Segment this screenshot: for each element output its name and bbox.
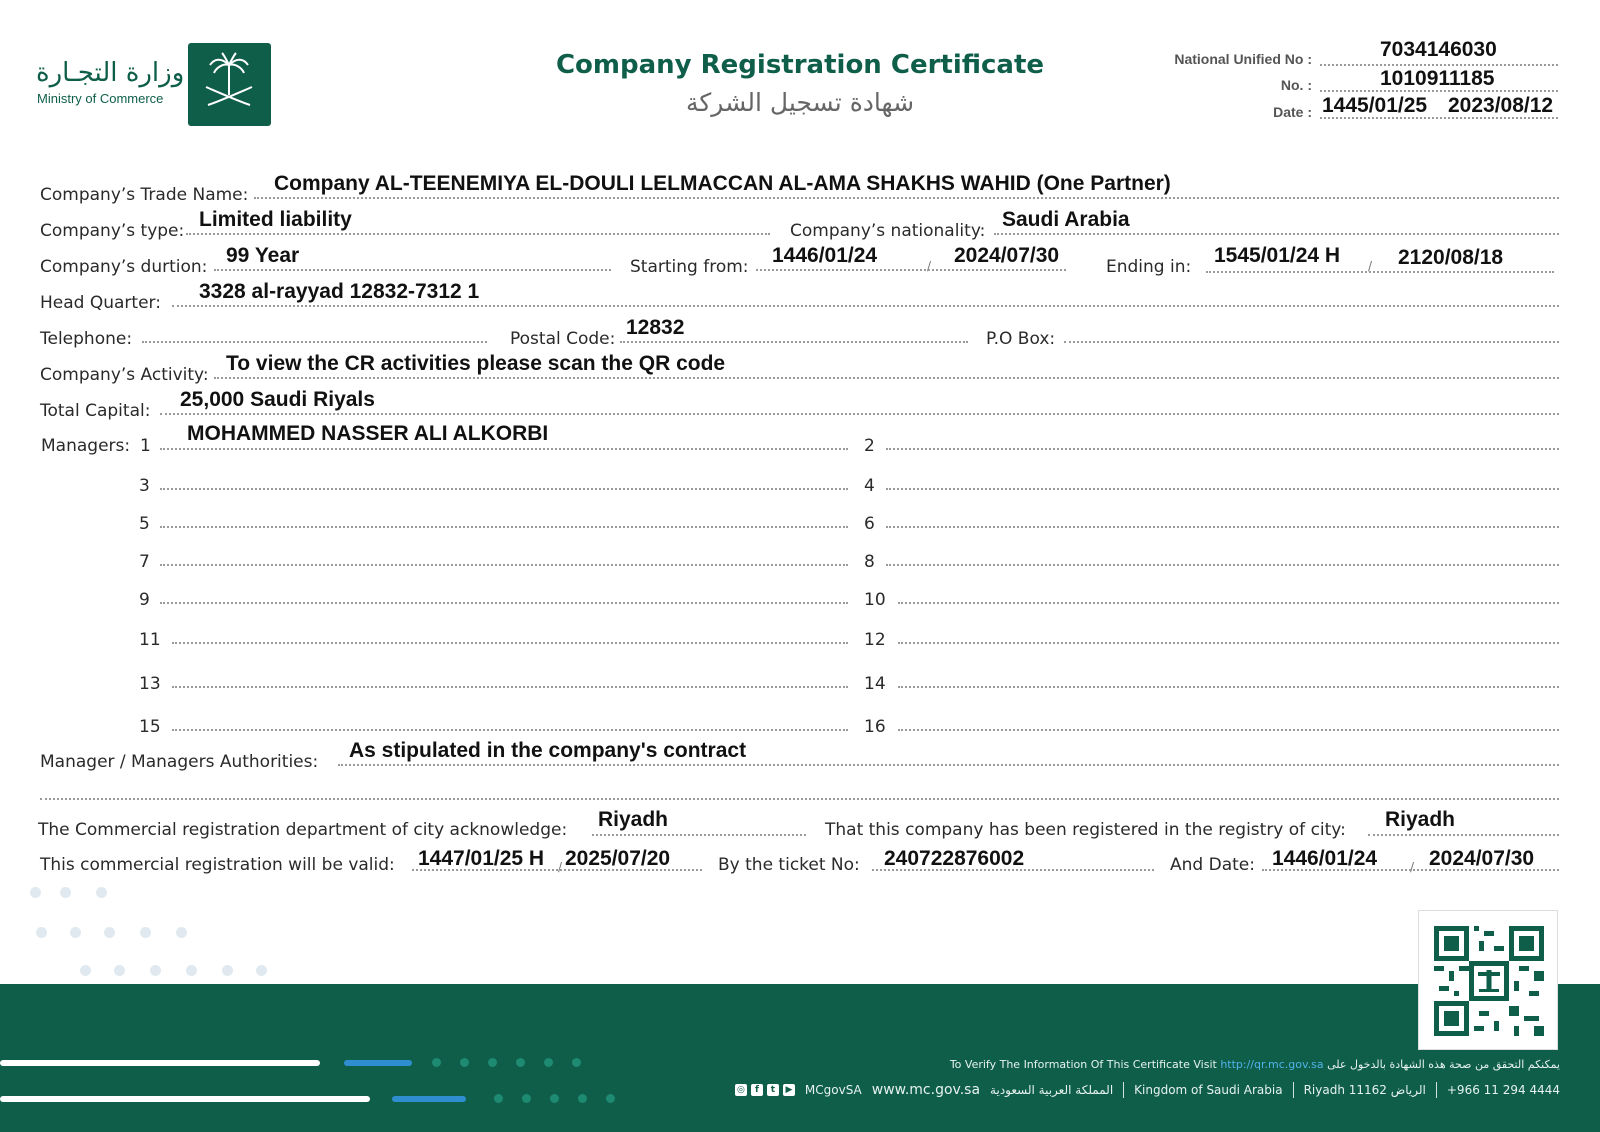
valid-hijri: 1447/01/25 H: [418, 847, 545, 870]
trade-name-value: Company AL-TEENEMIYA EL-DOULI LELMACCAN AL-AMA SHAKHS WAHID (One Partner): [274, 172, 1171, 195]
manager-number: 6: [864, 514, 875, 534]
registered-underline: [1368, 834, 1559, 836]
manager-underline: [160, 564, 848, 566]
ending-separator: /: [1368, 259, 1373, 273]
company-type-label: Company’s type:: [40, 221, 185, 241]
and-date-label: And Date:: [1170, 855, 1255, 875]
manager-underline: [898, 686, 1559, 688]
logo-arabic-text: وزارة التجـارة: [36, 58, 185, 88]
duration-underline: [214, 269, 611, 271]
capital-label: Total Capital:: [40, 401, 151, 421]
divider: [1123, 1082, 1124, 1098]
manager-underline: [172, 642, 848, 644]
national-unified-underline: [1320, 64, 1558, 66]
cert-no-underline: [1320, 90, 1558, 92]
manager-underline: [898, 642, 1559, 644]
qr-code[interactable]: [1418, 910, 1558, 1050]
manager-number: 5: [139, 514, 150, 534]
manager-underline: [172, 729, 848, 731]
divider: [1293, 1082, 1294, 1098]
verify-text-line: [950, 1058, 1560, 1071]
ending-underline: [1206, 271, 1554, 273]
manager-number: 15: [139, 717, 161, 737]
manager-underline: [160, 488, 848, 490]
trade-name-label: Company’s Trade Name:: [40, 185, 249, 205]
starting-hijri: 1446/01/24: [772, 244, 878, 267]
manager-underline: [886, 526, 1559, 528]
hq-value: 3328 al-rayyad 12832-7312 1: [199, 280, 480, 303]
capital-value: 25,000 Saudi Riyals: [180, 388, 375, 411]
logo-english-text: Ministry of Commerce: [37, 91, 164, 106]
registered-city: Riyadh: [1385, 808, 1456, 831]
ticket-underline: [872, 869, 1154, 871]
nationality-underline: [994, 233, 1559, 235]
valid-underline: [412, 869, 702, 871]
manager-underline: [160, 602, 848, 604]
manager-number: 16: [864, 717, 886, 737]
manager-number: 8: [864, 552, 875, 572]
nationality-label: Company’s nationality:: [790, 221, 986, 241]
postal-code-label: Postal Code:: [510, 329, 616, 349]
manager-number: 11: [139, 630, 161, 650]
and-date-separator: /: [1410, 860, 1415, 874]
acknowledge-label: The Commercial registration department of city acknowledge:: [38, 820, 568, 840]
social-icons: [735, 1084, 795, 1096]
and-date-hijri: 1446/01/24: [1272, 847, 1378, 870]
authorities-label: Manager / Managers Authorities:: [40, 752, 319, 772]
youtube-icon[interactable]: ▶: [783, 1084, 795, 1096]
authorities-value: As stipulated in the company's contract: [349, 739, 747, 762]
ending-gregorian: 2120/08/18: [1398, 246, 1504, 269]
national-unified-label: National Unified No :: [1174, 51, 1312, 67]
cert-no-label: No. :: [1280, 77, 1312, 93]
manager-underline: [172, 686, 848, 688]
footer-contact-line: [735, 1082, 1560, 1098]
trade-name-underline: [254, 197, 1559, 199]
duration-label: Company’s durtion:: [40, 257, 208, 277]
manager-number: 12: [864, 630, 886, 650]
starting-underline: [756, 269, 1066, 271]
ending-label: Ending in:: [1106, 257, 1192, 277]
manager-number: 4: [864, 476, 875, 496]
manager-underline: [160, 526, 848, 528]
manager-1-name: MOHAMMED NASSER ALI ALKORBI: [187, 422, 549, 445]
cert-date-hijri: 1445/01/25: [1322, 94, 1428, 117]
kingdom-ar: المملكة العربية السعودية: [990, 1083, 1114, 1097]
manager-underline: [886, 564, 1559, 566]
telephone-label: Telephone:: [40, 329, 133, 349]
cert-number: 1010911185: [1380, 67, 1495, 90]
acknowledge-underline: [592, 834, 806, 836]
valid-gregorian: 2025/07/20: [565, 847, 671, 870]
valid-separator: /: [558, 860, 563, 874]
cert-date-label: Date :: [1273, 104, 1312, 120]
certificate-title-ar: شهادة تسجيل الشركة: [685, 88, 915, 117]
manager-number: 9: [139, 590, 150, 610]
nationality-value: Saudi Arabia: [1002, 208, 1130, 231]
authorities-underline: [338, 764, 1559, 766]
cert-date-gregorian: 2023/08/12: [1448, 94, 1554, 117]
ending-hijri: 1545/01/24 H: [1214, 244, 1341, 267]
manager-number: 1: [140, 436, 151, 456]
facebook-icon[interactable]: f: [751, 1084, 763, 1096]
capital-underline: [160, 413, 1559, 415]
verify-text-ar: يمكنكم التحقق من صحة هذه الشهادة بالدخول على: [1327, 1058, 1560, 1071]
manager-underline: [898, 729, 1559, 731]
phone-number: +966 11 294 4444: [1446, 1083, 1560, 1097]
kingdom-en: Kingdom of Saudi Arabia: [1134, 1083, 1283, 1097]
instagram-icon[interactable]: ◎: [735, 1084, 747, 1096]
website-link[interactable]: www.mc.gov.sa: [871, 1082, 981, 1098]
telephone-underline: [142, 341, 487, 343]
duration-value: 99 Year: [226, 244, 300, 267]
riyadh-postal: Riyadh 11162 الرياض: [1303, 1083, 1426, 1097]
manager-underline: [160, 448, 848, 450]
ticket-number: 240722876002: [884, 847, 1025, 870]
social-handle: MCgovSA: [804, 1083, 862, 1097]
ticket-label: By the ticket No:: [718, 855, 860, 875]
cert-date-underline: [1320, 117, 1558, 119]
verify-text-en: To Verify The Information Of This Certificate Visit: [949, 1058, 1217, 1071]
registered-label: That this company has been registered in the registry of city:: [825, 820, 1346, 840]
company-type-value: Limited liability: [199, 208, 352, 231]
postal-code-value: 12832: [626, 316, 685, 339]
manager-underline: [898, 602, 1559, 604]
starting-separator: /: [927, 259, 932, 273]
qr-code-icon: [1434, 926, 1544, 1036]
and-date-gregorian: 2024/07/30: [1429, 847, 1535, 870]
postal-code-underline: [620, 341, 968, 343]
activity-value: To view the CR activities please scan the QR code: [226, 352, 726, 375]
managers-label: Managers:: [41, 436, 131, 456]
manager-number: 10: [864, 590, 886, 610]
manager-number: 13: [139, 674, 161, 694]
activity-label: Company’s Activity:: [40, 365, 209, 385]
manager-underline: [886, 488, 1559, 490]
manager-number: 14: [864, 674, 886, 694]
activity-underline: [214, 377, 1559, 379]
starting-gregorian: 2024/07/30: [954, 244, 1060, 267]
acknowledge-city: Riyadh: [598, 808, 669, 831]
starting-label: Starting from:: [630, 257, 749, 277]
certificate-title-en: Company Registration Certificate: [555, 50, 1045, 80]
manager-number: 3: [139, 476, 150, 496]
hq-label: Head Quarter:: [40, 293, 161, 313]
po-box-label: P.O Box:: [986, 329, 1056, 349]
po-box-underline: [1064, 341, 1559, 343]
manager-number: 2: [864, 436, 875, 456]
valid-label: This commercial registration will be valid:: [40, 855, 395, 875]
company-type-underline: [186, 233, 770, 235]
manager-number: 7: [139, 552, 150, 572]
divider: [1436, 1082, 1437, 1098]
verify-link[interactable]: http://qr.mc.gov.sa: [1220, 1058, 1324, 1071]
and-date-underline: [1262, 869, 1559, 871]
hq-underline: [172, 305, 1559, 307]
manager-underline: [886, 448, 1559, 450]
national-unified-number: 7034146030: [1380, 38, 1497, 61]
twitter-icon[interactable]: t: [767, 1084, 779, 1096]
authorities-second-underline: [40, 798, 1559, 800]
